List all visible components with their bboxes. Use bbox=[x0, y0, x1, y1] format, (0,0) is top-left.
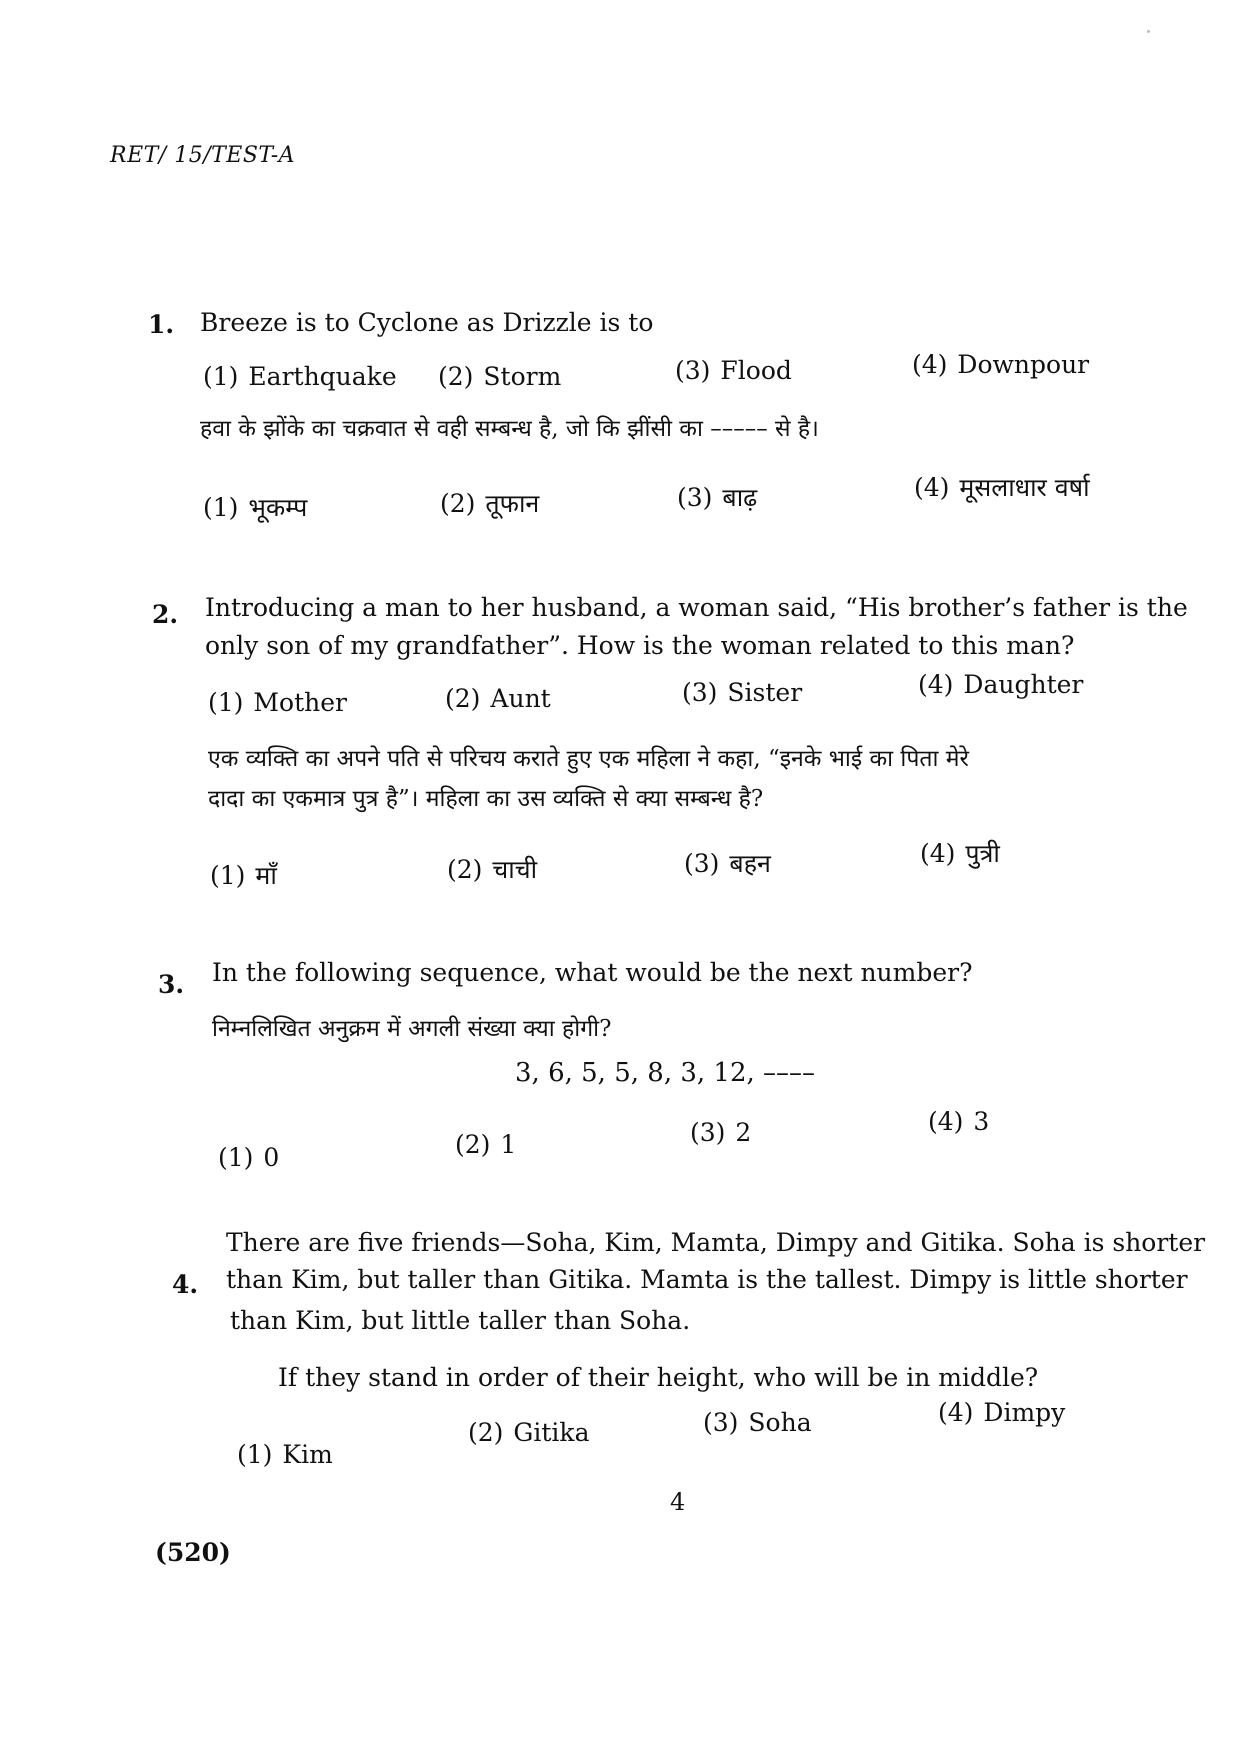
question-stem-en: Breeze is to Cyclone as Drizzle is to bbox=[200, 308, 654, 337]
option-text: Daughter bbox=[963, 670, 1084, 699]
option-text: 0 bbox=[263, 1143, 280, 1172]
option-number: (3) bbox=[684, 849, 720, 878]
question-stem-en-line-1: Introducing a man to her husband, a woman said, “His brother’s father is the bbox=[205, 593, 1188, 622]
footer-code: (520) bbox=[155, 1538, 231, 1567]
number-sequence: 3, 6, 5, 5, 8, 3, 12, –––– bbox=[515, 1058, 816, 1088]
option-1 bbox=[237, 1440, 333, 1469]
option-text: Kim bbox=[282, 1440, 333, 1469]
option-number: (3) bbox=[675, 356, 711, 385]
page-number: 4 bbox=[670, 1488, 686, 1516]
question-stem-hi: निम्नलिखित अनुक्रम में अगली संख्या क्या होगी? bbox=[212, 1016, 612, 1042]
option-2-en bbox=[445, 684, 551, 713]
option-1-en bbox=[208, 688, 347, 717]
option-number: (3) bbox=[703, 1408, 739, 1437]
option-3-hi bbox=[677, 480, 757, 514]
option-text: माँ bbox=[255, 861, 277, 890]
option-number: (3) bbox=[682, 678, 718, 707]
question-number: 3. bbox=[158, 970, 185, 999]
option-number: (1) bbox=[237, 1440, 273, 1469]
option-number: (4) bbox=[918, 670, 954, 699]
question-stem-line-2: than Kim, but taller than Gitika. Mamta is the tallest. Dimpy is little shorter bbox=[226, 1265, 1188, 1294]
option-text: Gitika bbox=[513, 1418, 590, 1447]
paper-code: RET/ 15/TEST-A bbox=[110, 143, 296, 168]
option-number: (3) bbox=[690, 1118, 726, 1147]
option-text: Storm bbox=[483, 362, 562, 391]
option-2-hi bbox=[447, 852, 537, 886]
option-text: Dimpy bbox=[983, 1398, 1066, 1427]
question-stem-hi-line-2: दादा का एकमात्र पुत्र है”। महिला का उस व्यक्ति से क्या सम्बन्ध है? bbox=[208, 786, 764, 812]
question-number: 2. bbox=[152, 600, 179, 629]
question-stem-en-line-2: only son of my grandfather”. How is the woman related to this man? bbox=[205, 631, 1075, 660]
question-stem-hi-line-1: एक व्यक्ति का अपने पति से परिचय कराते हुए एक महिला ने कहा, “इनके भाई का पिता मेरे bbox=[208, 746, 969, 772]
question-stem-en: In the following sequence, what would be the next number? bbox=[212, 958, 973, 987]
option-1-hi bbox=[210, 858, 277, 892]
option-number: (1) bbox=[208, 688, 244, 717]
option-text: Soha bbox=[748, 1408, 812, 1437]
option-2-en bbox=[438, 362, 561, 391]
option-number: (1) bbox=[218, 1143, 254, 1172]
option-number: (4) bbox=[912, 350, 948, 379]
question-stem-line-1: There are five friends—Soha, Kim, Mamta, Dimpy and Gitika. Soha is shorter bbox=[226, 1228, 1206, 1257]
question-number: 1. bbox=[148, 310, 175, 339]
option-text: बाढ़ bbox=[722, 483, 758, 512]
option-number: (1) bbox=[203, 493, 239, 522]
option-4-en bbox=[912, 350, 1089, 379]
option-2 bbox=[455, 1130, 516, 1159]
option-text: पुत्री bbox=[965, 839, 1000, 868]
option-text: Mother bbox=[253, 688, 347, 717]
option-number: (2) bbox=[438, 362, 474, 391]
option-text: Sister bbox=[727, 678, 803, 707]
option-4-en bbox=[918, 670, 1083, 699]
option-number: (2) bbox=[468, 1418, 504, 1447]
option-number: (2) bbox=[440, 489, 476, 518]
option-text: 3 bbox=[973, 1107, 990, 1136]
option-text: तूफान bbox=[485, 489, 540, 518]
option-4-hi bbox=[920, 836, 1000, 870]
option-3-en bbox=[675, 356, 792, 385]
question-number: 4. bbox=[172, 1270, 199, 1299]
question-stem-hi: हवा के झोंके का चक्रवात से वही सम्बन्ध है, जो कि झींसी का ––––– से है। bbox=[200, 416, 819, 442]
option-1 bbox=[218, 1143, 279, 1172]
option-text: चाची bbox=[492, 855, 538, 884]
question-stem-line-3: than Kim, but little taller than Soha. bbox=[230, 1306, 691, 1335]
option-number: (2) bbox=[447, 855, 483, 884]
option-text: भूकम्प bbox=[248, 493, 308, 522]
option-number: (4) bbox=[914, 473, 950, 502]
option-4 bbox=[928, 1107, 989, 1136]
option-3-hi bbox=[684, 846, 771, 880]
option-text: Flood bbox=[720, 356, 792, 385]
option-text: Earthquake bbox=[248, 362, 397, 391]
option-number: (1) bbox=[210, 861, 246, 890]
option-3-en bbox=[682, 678, 802, 707]
option-1-hi bbox=[203, 490, 307, 524]
option-number: (3) bbox=[677, 483, 713, 512]
option-3 bbox=[690, 1118, 751, 1147]
option-text: मूसलाधार वर्षा bbox=[959, 473, 1090, 502]
option-2 bbox=[468, 1418, 589, 1447]
option-2-hi bbox=[440, 486, 539, 520]
option-text: Downpour bbox=[957, 350, 1090, 379]
option-number: (4) bbox=[928, 1107, 964, 1136]
option-4 bbox=[938, 1398, 1065, 1427]
option-text: 2 bbox=[735, 1118, 752, 1147]
option-number: (2) bbox=[455, 1130, 491, 1159]
scan-speck bbox=[1147, 30, 1150, 33]
option-3 bbox=[703, 1408, 812, 1437]
option-number: (4) bbox=[920, 839, 956, 868]
option-number: (1) bbox=[203, 362, 239, 391]
option-number: (4) bbox=[938, 1398, 974, 1427]
option-number: (2) bbox=[445, 684, 481, 713]
option-4-hi bbox=[914, 470, 1090, 504]
option-text: Aunt bbox=[490, 684, 551, 713]
option-text: बहन bbox=[729, 849, 771, 878]
option-text: 1 bbox=[500, 1130, 517, 1159]
question-stem-line-4: If they stand in order of their height, who will be in middle? bbox=[278, 1363, 1039, 1392]
option-1-en bbox=[203, 362, 397, 391]
